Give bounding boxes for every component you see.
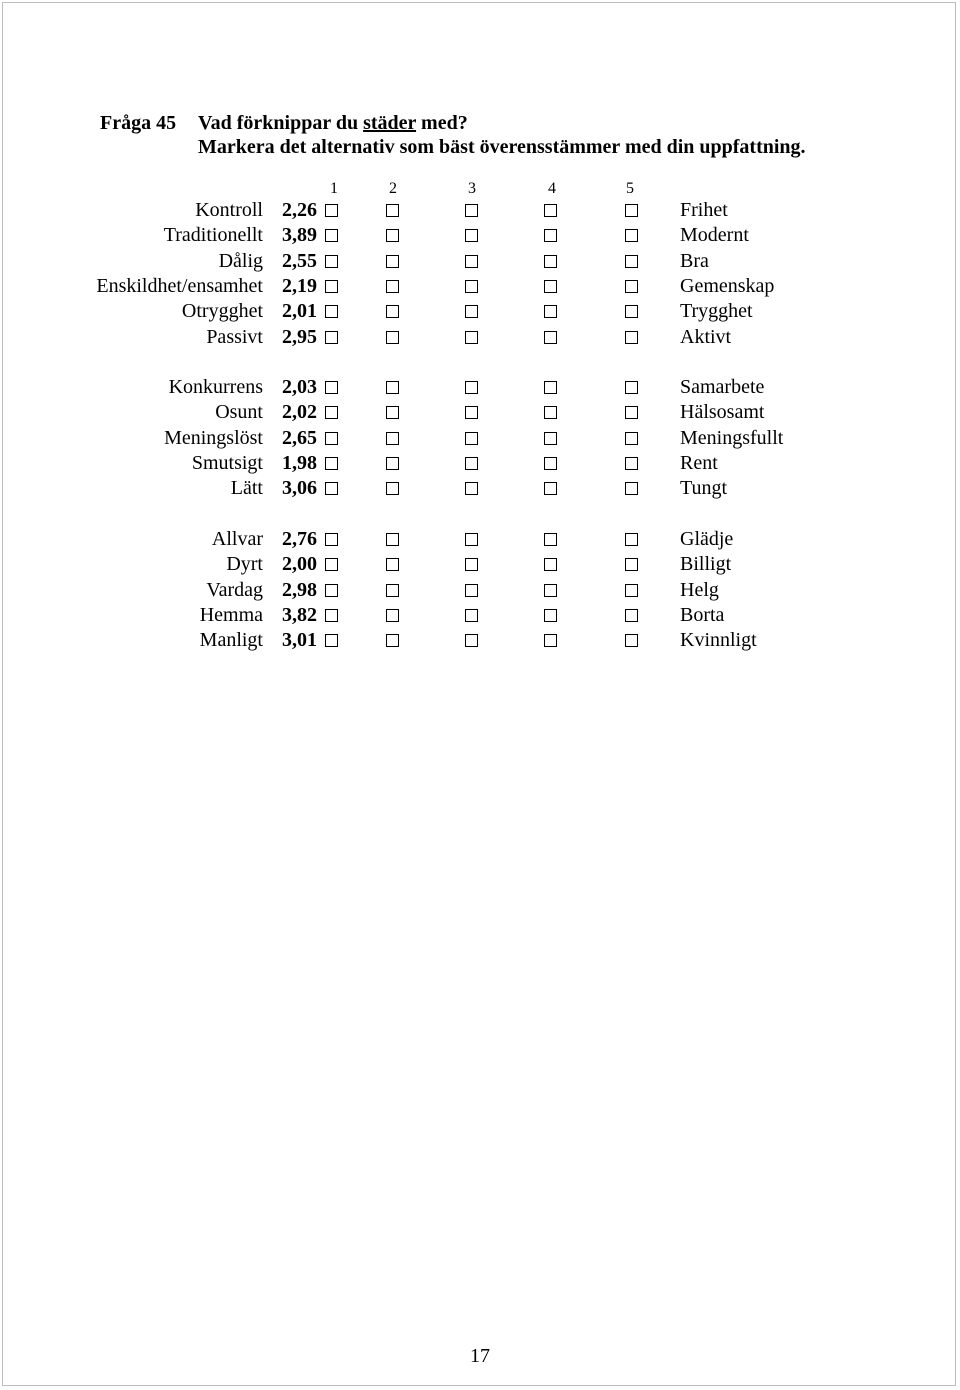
rating-checkbox-5[interactable] xyxy=(625,255,638,268)
rating-checkbox-2[interactable] xyxy=(386,457,399,470)
page-number: 17 xyxy=(470,1345,490,1367)
left-anchor-label: Passivt xyxy=(206,325,263,348)
rating-checkbox-3[interactable] xyxy=(465,305,478,318)
rating-checkbox-2[interactable] xyxy=(386,609,399,622)
rating-checkbox-2[interactable] xyxy=(386,331,399,344)
rating-checkbox-1[interactable] xyxy=(325,482,338,495)
right-anchor-label: Tungt xyxy=(680,477,728,500)
rating-checkbox-2[interactable] xyxy=(386,229,399,242)
left-anchor-label: Manligt xyxy=(199,629,263,652)
rating-checkbox-4[interactable] xyxy=(544,634,557,647)
question-text xyxy=(198,111,468,135)
mean-value: 2,95 xyxy=(282,325,317,348)
rating-checkbox-2[interactable] xyxy=(386,533,399,546)
scale-header xyxy=(0,180,960,200)
scale-label-2: 2 xyxy=(389,180,397,197)
rating-checkbox-5[interactable] xyxy=(625,609,638,622)
rating-row xyxy=(0,603,960,628)
rating-checkbox-5[interactable] xyxy=(625,482,638,495)
rating-checkbox-1[interactable] xyxy=(325,584,338,597)
rating-checkbox-4[interactable] xyxy=(544,280,557,293)
rating-checkbox-4[interactable] xyxy=(544,558,557,571)
mean-value: 2,02 xyxy=(282,401,317,424)
rating-checkbox-2[interactable] xyxy=(386,280,399,293)
left-anchor-label: Smutsigt xyxy=(191,451,263,474)
rating-row xyxy=(0,476,960,501)
mean-value: 3,89 xyxy=(282,224,317,247)
left-anchor-label: Osunt xyxy=(215,401,263,424)
mean-value: 2,19 xyxy=(282,274,317,297)
rating-checkbox-1[interactable] xyxy=(325,558,338,571)
rating-checkbox-3[interactable] xyxy=(465,381,478,394)
right-anchor-label: Bra xyxy=(680,249,709,272)
rating-checkbox-1[interactable] xyxy=(325,305,338,318)
right-anchor-label: Borta xyxy=(680,603,725,626)
rating-row xyxy=(0,628,960,653)
scale-label-4: 4 xyxy=(548,180,556,197)
rating-checkbox-1[interactable] xyxy=(325,204,338,217)
rating-row xyxy=(0,198,960,223)
rating-checkbox-3[interactable] xyxy=(465,533,478,546)
question-text-emphasis: städer xyxy=(363,112,417,134)
mean-value: 2,76 xyxy=(282,528,317,550)
rating-checkbox-5[interactable] xyxy=(625,305,638,318)
rating-checkbox-3[interactable] xyxy=(465,280,478,293)
rating-checkbox-4[interactable] xyxy=(544,305,557,318)
rating-row xyxy=(0,274,960,299)
left-anchor-label: Vardag xyxy=(206,578,263,601)
rating-checkbox-3[interactable] xyxy=(465,406,478,419)
rating-checkbox-1[interactable] xyxy=(325,457,338,470)
rating-checkbox-1[interactable] xyxy=(325,533,338,546)
rating-row xyxy=(0,400,960,425)
rating-checkbox-3[interactable] xyxy=(465,558,478,571)
rating-checkbox-2[interactable] xyxy=(386,305,399,318)
rating-checkbox-3[interactable] xyxy=(465,331,478,344)
rating-checkbox-5[interactable] xyxy=(625,280,638,293)
rating-checkbox-4[interactable] xyxy=(544,406,557,419)
rating-checkbox-5[interactable] xyxy=(625,533,638,546)
rating-checkbox-4[interactable] xyxy=(544,482,557,495)
left-anchor-label: Kontroll xyxy=(195,199,263,221)
question-text-end: med? xyxy=(416,112,468,134)
rating-checkbox-1[interactable] xyxy=(325,331,338,344)
rating-row xyxy=(0,527,960,552)
rating-checkbox-1[interactable] xyxy=(325,432,338,445)
question-text-start: Vad förknippar du xyxy=(198,112,364,134)
mean-value: 3,06 xyxy=(282,477,317,500)
mean-value: 2,55 xyxy=(282,249,317,272)
mean-value: 2,00 xyxy=(282,553,317,576)
rating-checkbox-5[interactable] xyxy=(625,381,638,394)
right-anchor-label: Hälsosamt xyxy=(680,401,765,424)
rating-checkbox-3[interactable] xyxy=(465,432,478,445)
rating-checkbox-4[interactable] xyxy=(544,457,557,470)
right-anchor-label: Kvinnligt xyxy=(680,629,757,652)
right-anchor-label: Trygghet xyxy=(680,300,753,323)
left-anchor-label: Lätt xyxy=(230,477,263,500)
scale-label-3: 3 xyxy=(468,180,476,197)
rating-checkbox-1[interactable] xyxy=(325,255,338,268)
rating-checkbox-2[interactable] xyxy=(386,482,399,495)
rating-row xyxy=(0,578,960,603)
right-anchor-label: Meningsfullt xyxy=(680,426,784,449)
rating-checkbox-4[interactable] xyxy=(544,381,557,394)
rating-checkbox-2[interactable] xyxy=(386,204,399,217)
left-anchor-label: Hemma xyxy=(199,603,263,626)
right-anchor-label: Aktivt xyxy=(680,325,732,348)
rating-checkbox-1[interactable] xyxy=(325,381,338,394)
right-anchor-label: Rent xyxy=(680,451,718,474)
left-anchor-label: Dyrt xyxy=(226,553,263,576)
mean-value: 3,01 xyxy=(282,629,317,652)
rating-checkbox-1[interactable] xyxy=(325,634,338,647)
right-anchor-label: Glädje xyxy=(680,528,734,550)
right-anchor-label: Helg xyxy=(680,578,719,601)
rating-checkbox-2[interactable] xyxy=(386,634,399,647)
right-anchor-label: Modernt xyxy=(680,224,749,247)
left-anchor-label: Dålig xyxy=(218,249,263,272)
rating-row xyxy=(0,552,960,577)
rating-checkbox-2[interactable] xyxy=(386,432,399,445)
rating-checkbox-5[interactable] xyxy=(625,584,638,597)
rating-checkbox-3[interactable] xyxy=(465,634,478,647)
left-anchor-label: Enskildhet/ensamhet xyxy=(96,274,263,297)
rating-checkbox-5[interactable] xyxy=(625,406,638,419)
mean-value: 2,26 xyxy=(282,199,317,221)
rating-checkbox-4[interactable] xyxy=(544,331,557,344)
rating-checkbox-3[interactable] xyxy=(465,255,478,268)
left-anchor-label: Konkurrens xyxy=(168,376,263,398)
rating-checkbox-1[interactable] xyxy=(325,280,338,293)
rating-checkbox-5[interactable] xyxy=(625,457,638,470)
rating-checkbox-4[interactable] xyxy=(544,255,557,268)
rating-checkbox-2[interactable] xyxy=(386,255,399,268)
rating-checkbox-2[interactable] xyxy=(386,584,399,597)
right-anchor-label: Frihet xyxy=(680,199,728,221)
rating-row xyxy=(0,375,960,400)
rating-row xyxy=(0,299,960,324)
rating-checkbox-2[interactable] xyxy=(386,406,399,419)
mean-value: 2,98 xyxy=(282,578,317,601)
rating-checkbox-1[interactable] xyxy=(325,229,338,242)
rating-row xyxy=(0,325,960,350)
rating-checkbox-5[interactable] xyxy=(625,331,638,344)
mean-value: 1,98 xyxy=(282,451,317,474)
left-anchor-label: Otrygghet xyxy=(181,300,263,323)
scale-label-1: 1 xyxy=(330,180,338,197)
rating-checkbox-4[interactable] xyxy=(544,229,557,242)
rating-checkbox-1[interactable] xyxy=(325,609,338,622)
rating-row xyxy=(0,249,960,274)
question-instruction: Markera det alternativ som bäst överensstämmer med din uppfattning. xyxy=(198,136,806,158)
rating-checkbox-4[interactable] xyxy=(544,432,557,445)
rating-checkbox-3[interactable] xyxy=(465,229,478,242)
scale-label-5: 5 xyxy=(626,180,634,197)
rating-row xyxy=(0,451,960,476)
rating-checkbox-3[interactable] xyxy=(465,457,478,470)
right-anchor-label: Samarbete xyxy=(680,376,765,398)
rating-checkbox-4[interactable] xyxy=(544,204,557,217)
rating-checkbox-5[interactable] xyxy=(625,204,638,217)
rating-checkbox-4[interactable] xyxy=(544,584,557,597)
mean-value: 3,82 xyxy=(282,603,317,626)
mean-value: 2,01 xyxy=(282,300,317,323)
left-anchor-label: Meningslöst xyxy=(164,426,263,449)
rating-row xyxy=(0,223,960,248)
rating-checkbox-5[interactable] xyxy=(625,634,638,647)
rating-checkbox-3[interactable] xyxy=(465,609,478,622)
rating-checkbox-2[interactable] xyxy=(386,381,399,394)
left-anchor-label: Traditionellt xyxy=(163,224,263,247)
rating-checkbox-5[interactable] xyxy=(625,229,638,242)
right-anchor-label: Gemenskap xyxy=(680,274,775,297)
rating-checkbox-3[interactable] xyxy=(465,482,478,495)
left-anchor-label: Allvar xyxy=(211,528,263,550)
question-number: Fråga 45 xyxy=(100,112,177,134)
rating-checkbox-5[interactable] xyxy=(625,558,638,571)
rating-checkbox-4[interactable] xyxy=(544,533,557,546)
mean-value: 2,65 xyxy=(282,426,317,449)
rating-checkbox-1[interactable] xyxy=(325,406,338,419)
right-anchor-label: Billigt xyxy=(680,553,732,576)
rating-checkbox-4[interactable] xyxy=(544,609,557,622)
rating-checkbox-2[interactable] xyxy=(386,558,399,571)
rating-row xyxy=(0,426,960,451)
rating-checkbox-5[interactable] xyxy=(625,432,638,445)
rating-checkbox-3[interactable] xyxy=(465,584,478,597)
rating-checkbox-3[interactable] xyxy=(465,204,478,217)
mean-value: 2,03 xyxy=(282,376,317,398)
